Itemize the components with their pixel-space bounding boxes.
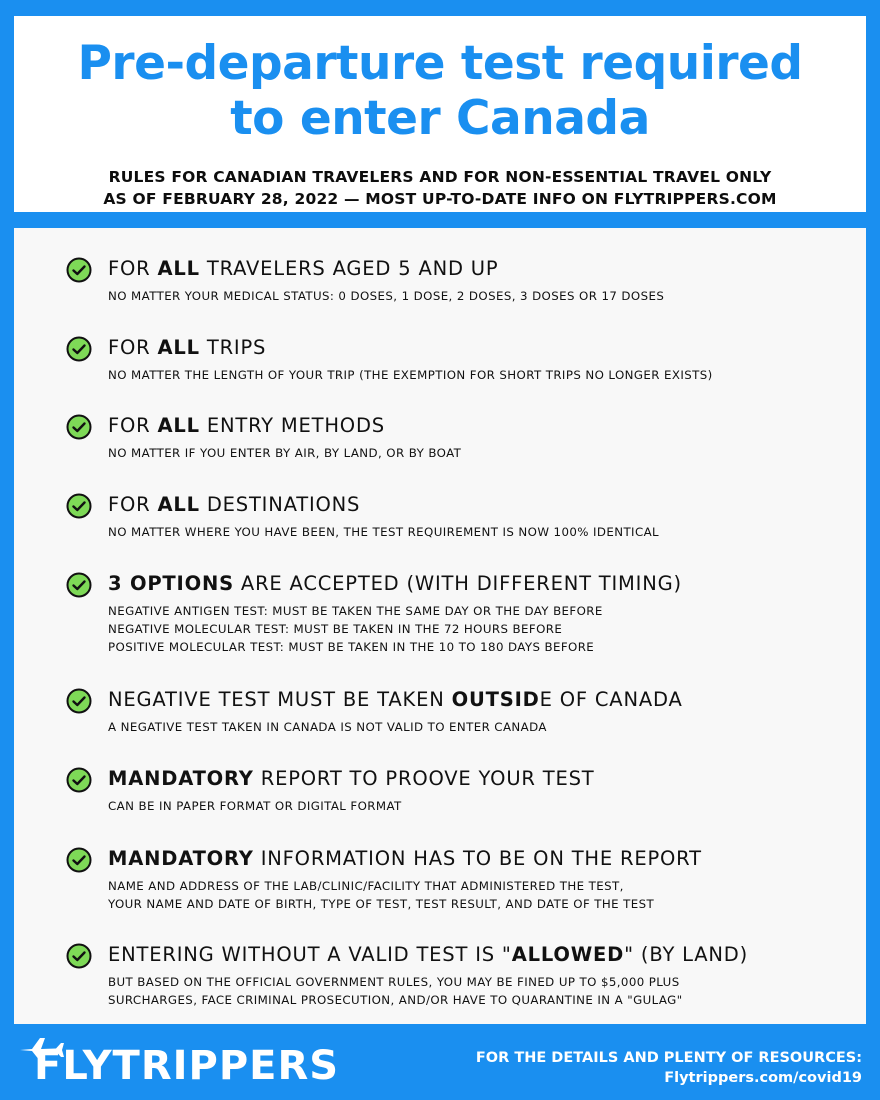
rule-heading-post: ARE ACCEPTED (WITH DIFFERENT TIMING) [233,572,682,595]
rule-detail-line: NEGATIVE ANTIGEN TEST: MUST BE TAKEN THE SAME DAY OR THE DAY BEFORE [108,604,603,618]
rule-heading-post: TRIPS [199,336,267,359]
rule-detail-line: POSITIVE MOLECULAR TEST: MUST BE TAKEN IN THE 10 TO 180 DAYS BEFORE [108,640,595,654]
rule-heading [108,335,266,361]
rule-heading-post: E OF CANADA [539,688,683,711]
rule-heading-bold: 3 OPTIONS [108,572,234,595]
check-circle-icon [66,688,92,714]
rule-heading [108,687,683,713]
rule-detail [108,444,461,462]
rule-heading-pre: FOR [108,493,158,516]
rule-heading-bold: ALLOWED [511,943,625,966]
rule-heading [108,256,498,282]
check-circle-icon [66,847,92,873]
rule-detail-line: NO MATTER YOUR MEDICAL STATUS: 0 DOSES, 1 DOSE, 2 DOSES, 3 DOSES OR 17 DOSES [108,289,665,303]
rule-heading-post: " (BY LAND) [624,943,749,966]
footer-details [476,1048,862,1088]
rule-detail [108,973,683,1009]
rule-heading-bold: ALL [157,493,200,516]
flytrippers-logo[interactable] [18,1036,338,1092]
rule-detail-line: A NEGATIVE TEST TAKEN IN CANADA IS NOT VALID TO ENTER CANADA [108,720,547,734]
rule-heading-pre: NEGATIVE TEST MUST BE TAKEN [108,688,452,711]
page-subtitle [14,166,866,210]
rule-detail [108,877,654,913]
rule-heading [108,571,682,597]
rule-heading-bold: ALL [157,257,200,280]
rule-detail [108,602,603,656]
rule-detail-line: NAME AND ADDRESS OF THE LAB/CLINIC/FACILITY THAT ADMINISTERED THE TEST, [108,879,624,893]
rule-heading-pre: ENTERING WITHOUT A VALID TEST IS " [108,943,512,966]
check-circle-icon [66,767,92,793]
title-line-1: Pre-departure test required [77,36,803,91]
subtitle-line-2: AS OF FEBRUARY 28, 2022 — MOST UP-TO-DATE INFO ON FLYTRIPPERS.COM [103,190,777,208]
rule-heading-bold: MANDATORY [108,767,254,790]
check-circle-icon [66,493,92,519]
rule-detail [108,718,547,736]
rule-heading-post: REPORT TO PROOVE YOUR TEST [253,767,595,790]
header-panel [14,16,866,212]
rule-heading-bold: OUTSID [451,688,540,711]
rule-heading [108,413,385,439]
rule-detail [108,287,664,305]
rule-heading-post: ENTRY METHODS [199,414,385,437]
rule-heading [108,846,702,872]
rule-detail-line: CAN BE IN PAPER FORMAT OR DIGITAL FORMAT [108,799,402,813]
rules-panel [14,228,866,1024]
rule-heading [108,492,360,518]
rule-detail [108,366,713,384]
check-circle-icon [66,572,92,598]
rule-detail-line: SURCHARGES, FACE CRIMINAL PROSECUTION, AND/OR HAVE TO QUARANTINE IN A "GULAG" [108,993,683,1007]
check-circle-icon [66,943,92,969]
rule-detail [108,523,659,541]
rule-heading-pre: FOR [108,257,158,280]
rule-heading [108,766,594,792]
rule-detail-line: BUT BASED ON THE OFFICIAL GOVERNMENT RULES, YOU MAY BE FINED UP TO $5,000 PLUS [108,975,680,989]
rule-detail [108,797,402,815]
rule-heading-bold: ALL [157,336,200,359]
check-circle-icon [66,414,92,440]
logo-text: FLYTRIPPERS [34,1043,340,1089]
check-circle-icon [66,336,92,362]
check-circle-icon [66,257,92,283]
rule-heading-bold: MANDATORY [108,847,254,870]
rule-detail-line: NO MATTER IF YOU ENTER BY AIR, BY LAND, OR BY BOAT [108,446,462,460]
rule-detail-line: NO MATTER THE LENGTH OF YOUR TRIP (THE EXEMPTION FOR SHORT TRIPS NO LONGER EXISTS) [108,368,713,382]
rule-heading-bold: ALL [157,414,200,437]
rule-heading [108,942,748,968]
title-line-2: to enter Canada [230,91,650,146]
subtitle-line-1: RULES FOR CANADIAN TRAVELERS AND FOR NON-ESSENTIAL TRAVEL ONLY [108,168,772,186]
rule-detail-line: YOUR NAME AND DATE OF BIRTH, TYPE OF TEST, TEST RESULT, AND DATE OF THE TEST [108,897,655,911]
rule-heading-pre: FOR [108,414,158,437]
rule-heading-post: INFORMATION HAS TO BE ON THE REPORT [253,847,702,870]
rule-heading-pre: FOR [108,336,158,359]
rule-heading-post: TRAVELERS AGED 5 AND UP [199,257,499,280]
rule-heading-post: DESTINATIONS [199,493,361,516]
footer-details-line-1: FOR THE DETAILS AND PLENTY OF RESOURCES: [475,1050,862,1066]
footer-details-link[interactable]: Flytrippers.com/covid19 [664,1070,862,1086]
rule-detail-line: NO MATTER WHERE YOU HAVE BEEN, THE TEST REQUIREMENT IS NOW 100% IDENTICAL [108,525,660,539]
page-title [14,16,866,146]
rule-detail-line: NEGATIVE MOLECULAR TEST: MUST BE TAKEN IN THE 72 HOURS BEFORE [108,622,563,636]
